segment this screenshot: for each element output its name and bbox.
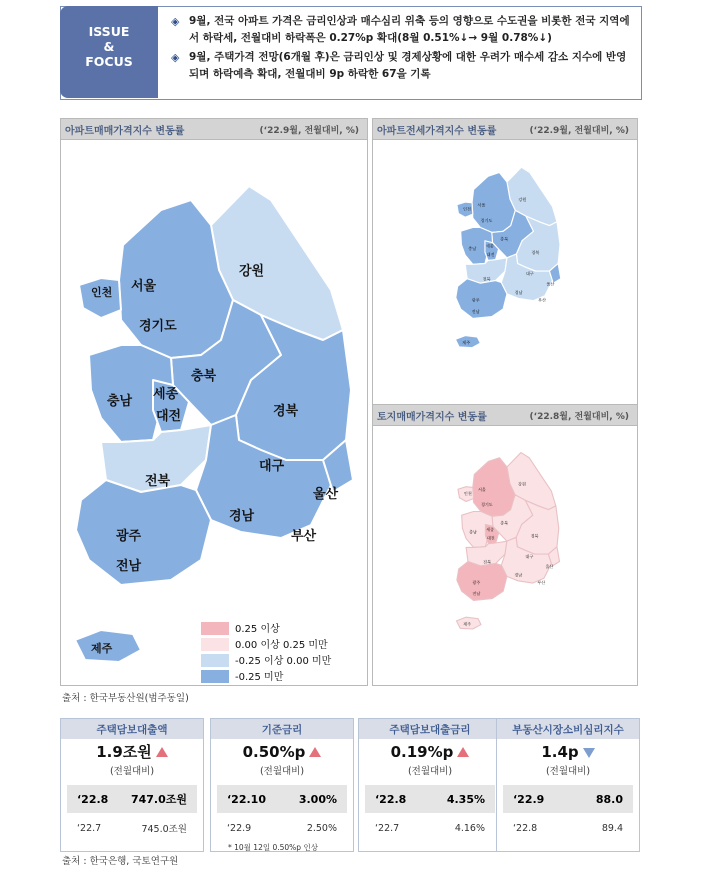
sale-map-header (61, 119, 367, 140)
svg-text:서울: 서울 (477, 487, 486, 493)
card-mortgage-rate (358, 718, 502, 852)
label-incheon: 인천 (91, 286, 113, 299)
legend-label: -0.25 미만 (235, 672, 284, 683)
card-current-row: ‘22.8 4.35% (365, 785, 495, 813)
issue-body (171, 13, 636, 85)
card-value: 1.9조원 (61, 742, 203, 762)
card-base-rate (210, 718, 354, 852)
source-1: 출처 : 한국부동산원(범주동일) (62, 693, 189, 704)
card-title: 주택담보대출액 (61, 719, 203, 739)
card-prev-row: ‘22.7 745.0조원 (77, 822, 187, 835)
label-chungbuk: 충북 (191, 369, 217, 384)
label-chungnam: 충남 (107, 394, 133, 409)
label-gyeonggi: 경기도 (139, 319, 177, 334)
card-prev-row: ‘22.9 2.50% (227, 822, 337, 834)
legend-label: 0.00 이상 0.25 미만 (235, 640, 328, 651)
label-jeju: 제주 (91, 642, 113, 655)
diamond-icon: ◈ (171, 15, 180, 28)
svg-text:세종: 세종 (486, 527, 495, 533)
diamond-icon: ◈ (171, 51, 180, 64)
svg-text:경남: 경남 (514, 289, 523, 295)
label-daegu: 대구 (259, 459, 285, 474)
svg-text:울산: 울산 (545, 564, 554, 570)
issue-tab (60, 6, 158, 98)
card-title: 부동산시장소비심리지수 (497, 719, 639, 739)
card-sentiment-index (496, 718, 640, 852)
svg-text:경남: 경남 (514, 572, 523, 578)
land-map (373, 426, 637, 685)
svg-text:울산: 울산 (546, 281, 555, 287)
issue-tab-line1: ISSUE (88, 24, 130, 39)
jeonse-map-header (373, 119, 637, 140)
label-sejong: 세종 (153, 387, 179, 402)
label-gyeongnam: 경남 (229, 509, 255, 524)
svg-text:충북: 충북 (500, 520, 509, 526)
up-triangle-icon (309, 747, 321, 757)
svg-text:제주: 제주 (462, 339, 471, 345)
up-triangle-icon (156, 747, 168, 757)
sale-map-subtitle: (‘22.9월, 전월대비, %) (259, 125, 359, 136)
svg-text:서울: 서울 (477, 202, 486, 208)
label-daejeon: 대전 (156, 409, 182, 424)
legend-label: -0.25 이상 0.00 미만 (235, 656, 332, 667)
svg-text:대전: 대전 (486, 251, 495, 257)
svg-text:경북: 경북 (531, 250, 540, 256)
svg-text:경기도: 경기도 (480, 217, 493, 223)
svg-text:전북: 전북 (482, 276, 491, 282)
label-gangwon: 강원 (239, 264, 265, 279)
svg-text:부산: 부산 (538, 297, 547, 303)
label-seoul: 서울 (131, 279, 157, 294)
card-sub: (전월대비) (407, 766, 453, 777)
issue-bullet (171, 49, 636, 83)
legend (201, 622, 332, 683)
issue-tab-line2: & (103, 39, 115, 54)
land-map-subtitle: (‘22.8월, 전월대비, %) (529, 411, 629, 422)
jeonse-map-title: 아파트전세가격지수 변동률 (377, 125, 497, 137)
label-busan: 부산 (291, 529, 317, 544)
sale-map-panel (60, 118, 368, 686)
label-jeonnam: 전남 (116, 559, 142, 574)
jeonse-map-panel (372, 118, 638, 406)
card-value: 1.4p (497, 742, 639, 762)
svg-text:대구: 대구 (525, 270, 534, 276)
source-2: 출처 : 한국은행, 국토연구원 (62, 856, 179, 867)
card-current-row: ‘22.10 3.00% (217, 785, 347, 813)
svg-text:충북: 충북 (500, 236, 509, 242)
label-gyeongbuk: 경북 (273, 404, 299, 419)
issue-tab-line3: FOCUS (85, 54, 133, 69)
jeonse-map-subtitle: (‘22.9월, 전월대비, %) (529, 125, 629, 136)
svg-text:경기도: 경기도 (480, 501, 493, 507)
svg-text:전북: 전북 (483, 559, 492, 565)
label-ulsan: 울산 (313, 487, 339, 502)
svg-text:충남: 충남 (469, 529, 477, 535)
svg-text:전남: 전남 (472, 590, 481, 596)
region-jeonnam (76, 480, 211, 585)
svg-text:인천: 인천 (463, 490, 472, 496)
land-map-header (373, 405, 637, 426)
card-prev-row: ‘22.8 89.4 (513, 822, 623, 834)
card-sub: (전월대비) (259, 766, 305, 777)
jeonse-map (373, 140, 637, 405)
land-map-panel (372, 404, 638, 686)
card-title: 기준금리 (211, 719, 353, 739)
svg-text:대구: 대구 (525, 553, 534, 559)
svg-text:대전: 대전 (486, 535, 495, 541)
svg-text:광주: 광주 (471, 297, 480, 303)
card-mortgage-loan (60, 718, 204, 852)
svg-text:인천: 인천 (462, 206, 471, 212)
svg-text:광주: 광주 (472, 579, 481, 585)
land-map-title: 토지매매가격지수 변동률 (377, 411, 487, 423)
up-triangle-icon (457, 747, 469, 757)
card-sub: (전월대비) (109, 766, 155, 777)
card-prev-row: ‘22.7 4.16% (375, 822, 485, 834)
svg-text:충남: 충남 (468, 246, 477, 252)
label-jeonbuk: 전북 (145, 474, 171, 489)
down-triangle-icon (583, 748, 595, 758)
issue-focus-box (60, 6, 642, 100)
svg-text:부산: 부산 (537, 579, 546, 585)
issue-bullet-text: 9월, 전국 아파트 가격은 금리인상과 매수심리 위축 등의 영향으로 수도권을 비롯한 전국 지역에서 하락세, 전월대비 하락폭은 0.27%p 확대(8월 0.51%↓→ 9월 0.78%↓) (189, 15, 630, 44)
svg-text:제주: 제주 (463, 621, 472, 627)
svg-text:세종: 세종 (485, 243, 494, 249)
card-current-row: ‘22.8 747.0조원 (67, 785, 197, 813)
svg-text:강원: 강원 (518, 481, 526, 487)
rate-note: * 10월 12일 0.50%p 인상 (228, 843, 318, 852)
card-sub: (전월대비) (545, 766, 591, 777)
card-title: 주택담보대출금리 (359, 719, 501, 739)
svg-text:강원: 강원 (518, 196, 527, 202)
issue-bullet (171, 13, 636, 47)
card-current-row: ‘22.9 88.0 (503, 785, 633, 813)
svg-text:전남: 전남 (471, 308, 480, 314)
sale-map (61, 140, 367, 685)
svg-text:경북: 경북 (530, 533, 539, 539)
card-value: 0.19%p (359, 742, 501, 762)
label-gwangju: 광주 (116, 529, 142, 544)
legend-label: 0.25 이상 (235, 624, 280, 635)
card-value: 0.50%p (211, 742, 353, 762)
issue-bullet-text: 9월, 주택가격 전망(6개월 후)은 금리인상 및 경제상황에 대한 우려가 매수세 감소 지수에 반영되며 하락예측 확대, 전월대비 9p 하락한 67을 기록 (189, 51, 627, 80)
sale-map-title: 아파트매매가격지수 변동률 (65, 125, 185, 137)
